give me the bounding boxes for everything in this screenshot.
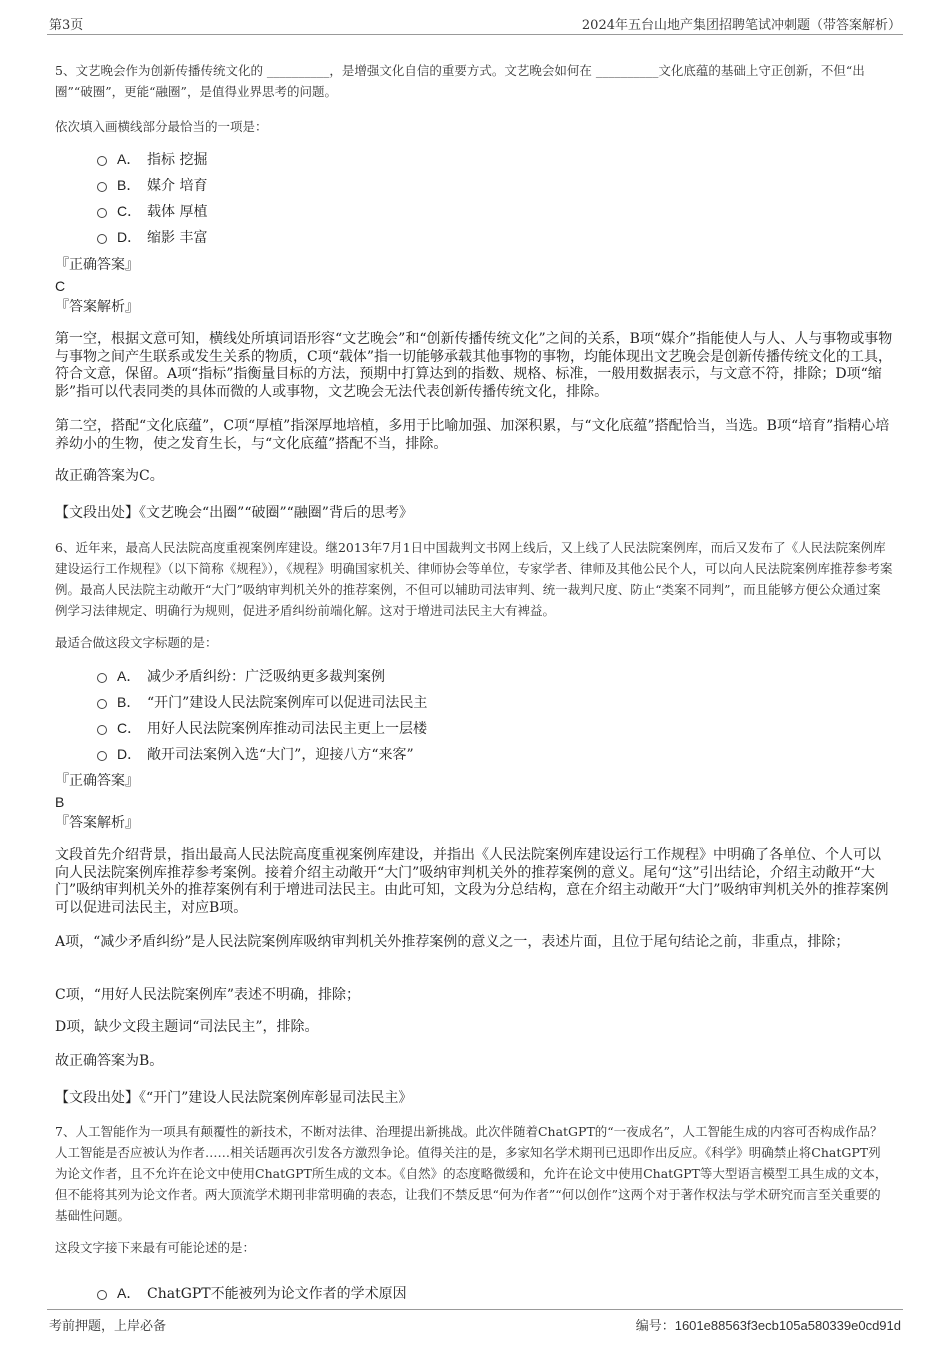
question-7 (55, 1121, 893, 1226)
page-footer (47, 1309, 903, 1334)
answer-value: B (55, 794, 65, 810)
question-text: 5、文艺晚会作为创新传播传统文化的 __________，是增强文化自信的重要方式。文艺晚会如何在 __________文化底蕴的基础上守正创新，不但“出圈”“破圈”，更能“融圈”，是值得业界思考的问题。 (55, 63, 865, 99)
radio-icon[interactable] (97, 673, 107, 683)
radio-icon[interactable] (97, 156, 107, 166)
analysis-label: 『答案解析』 (55, 299, 139, 315)
radio-icon[interactable] (97, 208, 107, 218)
explanation-paragraph: 故正确答案为C。 (55, 468, 164, 484)
source-citation: 【文段出处】《“开门”建设人民法院案例库彰显司法民主》 (55, 1090, 413, 1106)
options-list (97, 1280, 697, 1306)
question-prompt: 这段文字接下来最有可能论述的是： (55, 1240, 256, 1255)
option-a[interactable]: A． 指标 挖掘 (97, 146, 697, 172)
page-header (47, 12, 903, 35)
option-c[interactable]: C． 用好人民法院案例库推动司法民主更上一层楼 (97, 715, 697, 741)
explanation-paragraph: A项，“减少矛盾纠纷”是人民法院案例库吸纳审判机关外推荐案例的意义之一，表述片面，且位于尾句结论之前，非重点，排除； (55, 934, 850, 950)
document-code: 编号：1601e88563f3ecb105a580339e0cd91d (635, 1318, 901, 1334)
question-text: 6、近年来，最高人民法院高度重视案例库建设。继2013年7月1日中国裁判文书网上线后，又上线了人民法院案例库，而后又发布了《人民法院案例库建设运行工作规程》（以下简称《规程》），《规程》明确国家机关、律师协会等单位，专家学者、律师及其他公民个人，可以向人民法院案例库推荐参考案例。最高人民法院主动敞开“大门”吸纳审判机关外的推荐案例，不但可以辅助司法审判、统一裁判尺度、防止“类案不同判”，而且能够方便公众通过案例学习法律规定、明确行为规则，促进矛盾纠纷前端化解。这对于增进司法民主大有裨益。 (55, 540, 893, 618)
option-a[interactable]: A． 减少矛盾纠纷：广泛吸纳更多裁判案例 (97, 663, 697, 689)
radio-icon[interactable] (97, 1290, 107, 1300)
explanation-paragraph: D项，缺少文段主题词“司法民主”，排除。 (55, 1019, 319, 1035)
explanation-paragraph: 第一空，根据文意可知，横线处所填词语形容“文艺晚会”和“创新传播传统文化”之间的关系，B项“媒介”指能使人与人、人与事物或事物与事物之间产生联系或发生关系的物质，C项“载体”指一切能够承载其他事物的事物，均能体现出文艺晚会是创新传播传统文化的工具，符合文意，保留。A项“指标”指衡量目标的方法，预期中打算达到的指数、规格、标准，一般用数据表示，与文意不符，排除；D项“缩影”指可以代表同类的具体而微的人或事物，文艺晚会无法代表创新传播传统文化，排除。 (55, 331, 893, 400)
option-d[interactable]: D． 敞开司法案例入选“大门”，迎接八方“来客” (97, 741, 697, 767)
source-citation: 【文段出处】《文艺晚会“出圈”“破圈”“融圈”背后的思考》 (55, 505, 413, 521)
question-6 (55, 537, 893, 621)
radio-icon[interactable] (97, 725, 107, 735)
radio-icon[interactable] (97, 751, 107, 761)
document-title: 2024年五台山地产集团招聘笔试冲刺题（带答案解析） (581, 18, 901, 33)
explanation-paragraph: 第二空，搭配“文化底蕴”，C项“厚植”指深厚地培植，多用于比喻加强、加深积累，与“文化底蕴”搭配恰当，当选。B项“培育”指精心培养幼小的生物，使之发育生长，与“文化底蕴”搭配不当，排除。 (55, 418, 890, 452)
answer-label: 『正确答案』 (55, 257, 139, 273)
explanation-paragraph: 故正确答案为B。 (55, 1053, 164, 1069)
option-d[interactable]: D． 缩影 丰富 (97, 224, 697, 250)
page-number: 第3页 (49, 18, 84, 33)
option-b[interactable]: B． “开门”建设人民法院案例库可以促进司法民主 (97, 689, 697, 715)
question-prompt: 依次填入画横线部分最恰当的一项是： (55, 119, 268, 134)
radio-icon[interactable] (97, 234, 107, 244)
question-text: 7、人工智能作为一项具有颠覆性的新技术，不断对法律、治理提出新挑战。此次伴随着ChatGPT的“一夜成名”，人工智能生成的内容可否构成作品？人工智能是否应被认为作者……相关话题再次引发各方激烈争论。值得关注的是，多家知名学术期刊已迅即作出反应。《科学》明确禁止将ChatGPT列为论文作者，且不允许在论文中使用ChatGPT所生成的文本。《自然》的态度略微缓和，允许在论文中使用ChatGPT等大型语言模型工具生成的文本，但不能将其列为论文作者。两大顶流学术期刊非常明确的表态，让我们不禁反思“何为作者”“何以创作”这两个对于著作权法与学术研究而言至关重要的基础性问题。 (55, 1124, 888, 1223)
option-c[interactable]: C． 载体 厚植 (97, 198, 697, 224)
explanation-paragraph: C项，“用好人民法院案例库”表述不明确，排除； (55, 987, 361, 1003)
radio-icon[interactable] (97, 182, 107, 192)
option-a[interactable]: A． ChatGPT不能被列为论文作者的学术原因 (97, 1280, 697, 1306)
answer-value: C (55, 278, 66, 294)
option-b[interactable]: B． 媒介 培育 (97, 172, 697, 198)
question-prompt: 最适合做这段文字标题的是： (55, 635, 218, 650)
analysis-label: 『答案解析』 (55, 815, 139, 831)
options-list (97, 146, 697, 250)
question-5 (55, 60, 893, 102)
radio-icon[interactable] (97, 699, 107, 709)
footer-slogan: 考前押题，上岸必备 (49, 1319, 167, 1334)
answer-label: 『正确答案』 (55, 773, 139, 789)
options-list (97, 663, 697, 767)
explanation-paragraph: 文段首先介绍背景，指出最高人民法院高度重视案例库建设，并指出《人民法院案例库建设运行工作规程》中明确了各单位、个人可以向人民法院案例库推荐参考案例。接着介绍主动敞开“大门”吸纳审判机关外的推荐案例的意义。尾句“这”引出结论，介绍主动敞开“大门”吸纳审判机关外的推荐案例有利于增进司法民主。由此可知，文段为分总结构，意在介绍主动敞开“大门”吸纳审判机关外的推荐案例可以促进司法民主，对应B项。 (55, 847, 889, 916)
